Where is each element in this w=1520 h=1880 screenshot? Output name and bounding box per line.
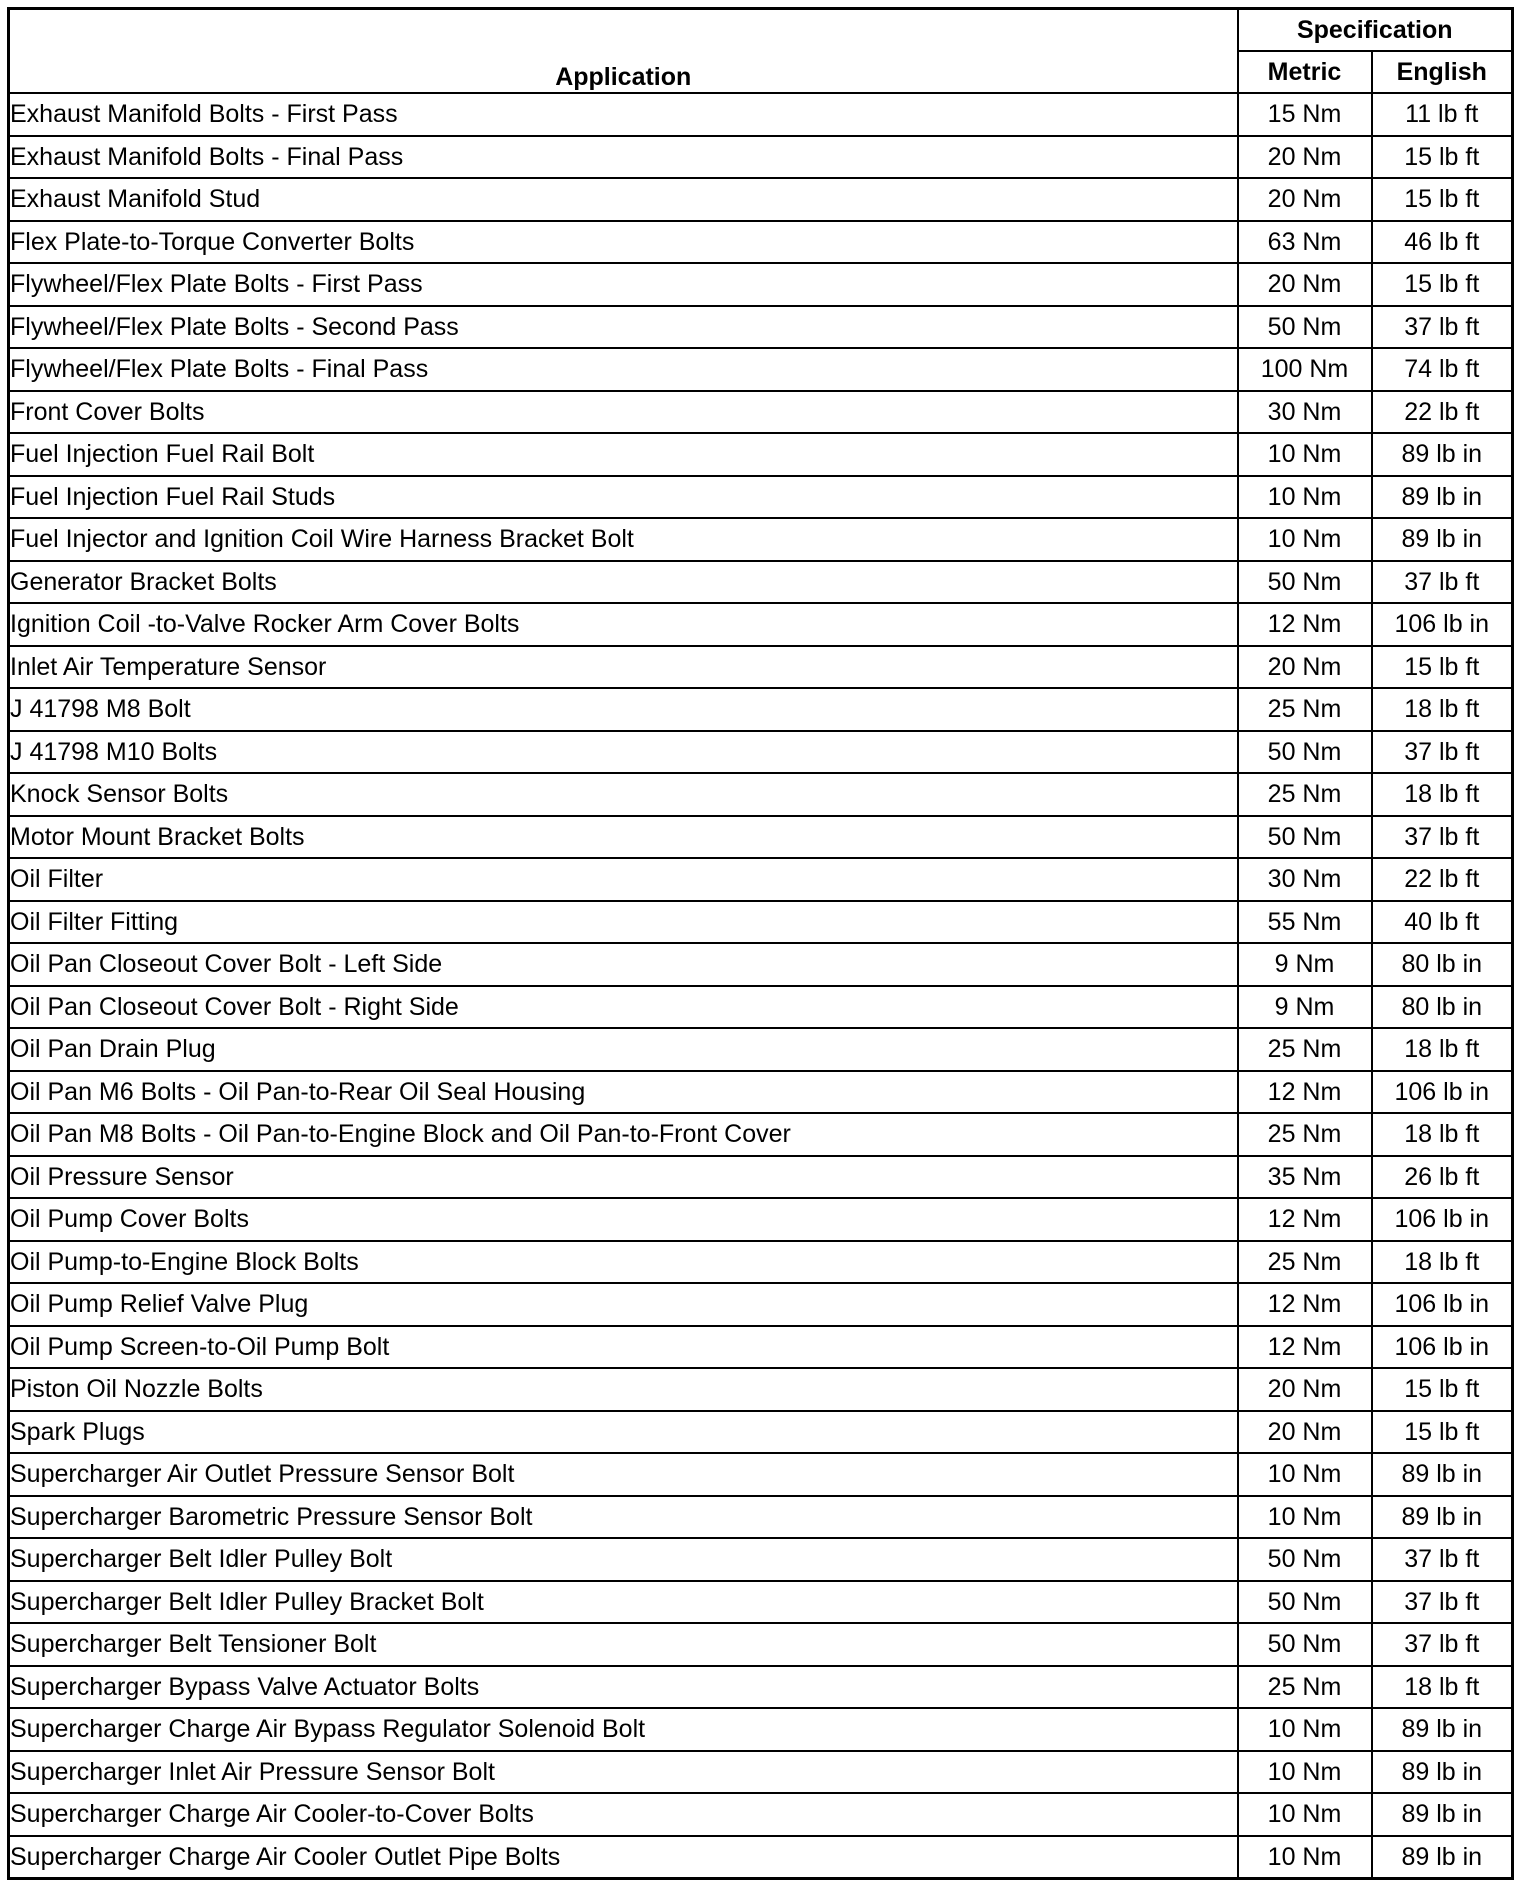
- application-cell: J 41798 M10 Bolts: [9, 731, 1238, 774]
- english-cell: 11 lb ft: [1372, 93, 1513, 136]
- metric-cell: 20 Nm: [1238, 646, 1372, 689]
- english-cell: 15 lb ft: [1372, 646, 1513, 689]
- table-row: [9, 1453, 1513, 1496]
- application-cell: Oil Filter: [9, 858, 1238, 901]
- application-cell: Supercharger Belt Idler Pulley Bolt: [9, 1538, 1238, 1581]
- table-row: [9, 1368, 1513, 1411]
- table-row: [9, 1326, 1513, 1369]
- table-row: [9, 178, 1513, 221]
- application-cell: Supercharger Air Outlet Pressure Sensor Bolt: [9, 1453, 1238, 1496]
- application-cell: Oil Pan M6 Bolts - Oil Pan-to-Rear Oil Seal Housing: [9, 1071, 1238, 1114]
- metric-cell: 10 Nm: [1238, 1453, 1372, 1496]
- application-cell: Supercharger Charge Air Cooler-to-Cover Bolts: [9, 1793, 1238, 1836]
- english-cell: 89 lb in: [1372, 1836, 1513, 1879]
- table-row: [9, 688, 1513, 731]
- application-cell: Flywheel/Flex Plate Bolts - First Pass: [9, 263, 1238, 306]
- metric-cell: 10 Nm: [1238, 1793, 1372, 1836]
- application-cell: Exhaust Manifold Bolts - Final Pass: [9, 136, 1238, 179]
- application-cell: Motor Mount Bracket Bolts: [9, 816, 1238, 859]
- metric-cell: 10 Nm: [1238, 1496, 1372, 1539]
- application-cell: Oil Pump Cover Bolts: [9, 1198, 1238, 1241]
- metric-cell: 12 Nm: [1238, 1283, 1372, 1326]
- english-cell: 15 lb ft: [1372, 1411, 1513, 1454]
- english-cell: 89 lb in: [1372, 1453, 1513, 1496]
- table-row: [9, 263, 1513, 306]
- application-column-header: Application: [9, 9, 1238, 94]
- table-header: [9, 9, 1513, 94]
- english-cell: 15 lb ft: [1372, 1368, 1513, 1411]
- application-cell: Oil Pan Closeout Cover Bolt - Left Side: [9, 943, 1238, 986]
- table-row: [9, 1538, 1513, 1581]
- metric-cell: 10 Nm: [1238, 1708, 1372, 1751]
- application-cell: Supercharger Charge Air Bypass Regulator Solenoid Bolt: [9, 1708, 1238, 1751]
- table-row: [9, 1751, 1513, 1794]
- table-row: [9, 1836, 1513, 1879]
- table-row: [9, 1283, 1513, 1326]
- table-row: [9, 1496, 1513, 1539]
- application-cell: Supercharger Belt Tensioner Bolt: [9, 1623, 1238, 1666]
- metric-cell: 9 Nm: [1238, 943, 1372, 986]
- english-cell: 89 lb in: [1372, 1751, 1513, 1794]
- metric-cell: 50 Nm: [1238, 1581, 1372, 1624]
- english-cell: 106 lb in: [1372, 1198, 1513, 1241]
- metric-cell: 15 Nm: [1238, 93, 1372, 136]
- application-cell: Oil Pan M8 Bolts - Oil Pan-to-Engine Block and Oil Pan-to-Front Cover: [9, 1113, 1238, 1156]
- table-row: [9, 943, 1513, 986]
- application-cell: Oil Pan Drain Plug: [9, 1028, 1238, 1071]
- application-cell: Exhaust Manifold Stud: [9, 178, 1238, 221]
- application-cell: Piston Oil Nozzle Bolts: [9, 1368, 1238, 1411]
- metric-cell: 50 Nm: [1238, 816, 1372, 859]
- metric-cell: 35 Nm: [1238, 1156, 1372, 1199]
- metric-cell: 10 Nm: [1238, 433, 1372, 476]
- table-row: [9, 433, 1513, 476]
- table-row: [9, 1623, 1513, 1666]
- table-row: [9, 1708, 1513, 1751]
- english-cell: 18 lb ft: [1372, 1666, 1513, 1709]
- english-cell: 37 lb ft: [1372, 1581, 1513, 1624]
- table-row: [9, 1241, 1513, 1284]
- english-cell: 22 lb ft: [1372, 391, 1513, 434]
- table-row: [9, 518, 1513, 561]
- metric-cell: 20 Nm: [1238, 263, 1372, 306]
- english-cell: 106 lb in: [1372, 1071, 1513, 1114]
- application-cell: Oil Pump Screen-to-Oil Pump Bolt: [9, 1326, 1238, 1369]
- application-cell: Supercharger Charge Air Cooler Outlet Pipe Bolts: [9, 1836, 1238, 1879]
- table-row: [9, 93, 1513, 136]
- english-cell: 80 lb in: [1372, 943, 1513, 986]
- english-cell: 106 lb in: [1372, 1326, 1513, 1369]
- metric-cell: 30 Nm: [1238, 391, 1372, 434]
- metric-cell: 20 Nm: [1238, 178, 1372, 221]
- english-cell: 37 lb ft: [1372, 1623, 1513, 1666]
- english-cell: 89 lb in: [1372, 1496, 1513, 1539]
- application-cell: Oil Pump-to-Engine Block Bolts: [9, 1241, 1238, 1284]
- metric-cell: 20 Nm: [1238, 1368, 1372, 1411]
- application-cell: Oil Pan Closeout Cover Bolt - Right Side: [9, 986, 1238, 1029]
- application-cell: Oil Pressure Sensor: [9, 1156, 1238, 1199]
- metric-cell: 100 Nm: [1238, 348, 1372, 391]
- english-cell: 15 lb ft: [1372, 178, 1513, 221]
- english-cell: 26 lb ft: [1372, 1156, 1513, 1199]
- table-row: [9, 816, 1513, 859]
- application-cell: Fuel Injection Fuel Rail Bolt: [9, 433, 1238, 476]
- metric-cell: 63 Nm: [1238, 221, 1372, 264]
- english-cell: 18 lb ft: [1372, 1241, 1513, 1284]
- english-cell: 18 lb ft: [1372, 688, 1513, 731]
- english-cell: 18 lb ft: [1372, 1028, 1513, 1071]
- application-cell: J 41798 M8 Bolt: [9, 688, 1238, 731]
- application-cell: Flywheel/Flex Plate Bolts - Second Pass: [9, 306, 1238, 349]
- table-row: [9, 348, 1513, 391]
- table-row: [9, 858, 1513, 901]
- english-cell: 37 lb ft: [1372, 731, 1513, 774]
- table-row: [9, 1071, 1513, 1114]
- metric-cell: 25 Nm: [1238, 688, 1372, 731]
- metric-cell: 25 Nm: [1238, 1241, 1372, 1284]
- table-row: [9, 561, 1513, 604]
- table-row: [9, 1793, 1513, 1836]
- metric-cell: 20 Nm: [1238, 1411, 1372, 1454]
- metric-cell: 10 Nm: [1238, 518, 1372, 561]
- application-cell: Generator Bracket Bolts: [9, 561, 1238, 604]
- english-cell: 37 lb ft: [1372, 1538, 1513, 1581]
- application-cell: Front Cover Bolts: [9, 391, 1238, 434]
- english-cell: 37 lb ft: [1372, 561, 1513, 604]
- english-cell: 15 lb ft: [1372, 136, 1513, 179]
- application-cell: Spark Plugs: [9, 1411, 1238, 1454]
- english-cell: 106 lb in: [1372, 1283, 1513, 1326]
- metric-cell: 20 Nm: [1238, 136, 1372, 179]
- table-row: [9, 1113, 1513, 1156]
- application-cell: Fuel Injection Fuel Rail Studs: [9, 476, 1238, 519]
- table-row: [9, 306, 1513, 349]
- application-cell: Inlet Air Temperature Sensor: [9, 646, 1238, 689]
- english-cell: 74 lb ft: [1372, 348, 1513, 391]
- table-row: [9, 476, 1513, 519]
- metric-cell: 10 Nm: [1238, 1751, 1372, 1794]
- english-cell: 37 lb ft: [1372, 816, 1513, 859]
- table-row: [9, 1581, 1513, 1624]
- metric-cell: 12 Nm: [1238, 603, 1372, 646]
- metric-cell: 25 Nm: [1238, 1028, 1372, 1071]
- english-cell: 89 lb in: [1372, 476, 1513, 519]
- english-cell: 106 lb in: [1372, 603, 1513, 646]
- table-row: [9, 603, 1513, 646]
- metric-cell: 50 Nm: [1238, 1538, 1372, 1581]
- application-cell: Flex Plate-to-Torque Converter Bolts: [9, 221, 1238, 264]
- table-row: [9, 1198, 1513, 1241]
- application-cell: Supercharger Bypass Valve Actuator Bolts: [9, 1666, 1238, 1709]
- metric-cell: 12 Nm: [1238, 1326, 1372, 1369]
- english-cell: 37 lb ft: [1372, 306, 1513, 349]
- application-cell: Ignition Coil -to-Valve Rocker Arm Cover Bolts: [9, 603, 1238, 646]
- table-row: [9, 1411, 1513, 1454]
- english-cell: 89 lb in: [1372, 1793, 1513, 1836]
- metric-cell: 30 Nm: [1238, 858, 1372, 901]
- english-cell: 80 lb in: [1372, 986, 1513, 1029]
- application-cell: Supercharger Barometric Pressure Sensor Bolt: [9, 1496, 1238, 1539]
- english-cell: 89 lb in: [1372, 518, 1513, 561]
- metric-cell: 12 Nm: [1238, 1071, 1372, 1114]
- metric-cell: 25 Nm: [1238, 1113, 1372, 1156]
- table-row: [9, 773, 1513, 816]
- metric-cell: 12 Nm: [1238, 1198, 1372, 1241]
- english-cell: 18 lb ft: [1372, 1113, 1513, 1156]
- table-row: [9, 1666, 1513, 1709]
- english-cell: 89 lb in: [1372, 1708, 1513, 1751]
- table-row: [9, 646, 1513, 689]
- metric-cell: 25 Nm: [1238, 1666, 1372, 1709]
- metric-cell: 50 Nm: [1238, 306, 1372, 349]
- specification-column-header: Specification: [1238, 9, 1513, 52]
- metric-cell: 10 Nm: [1238, 476, 1372, 519]
- fastener-specification-table: [7, 7, 1514, 1880]
- application-cell: Flywheel/Flex Plate Bolts - Final Pass: [9, 348, 1238, 391]
- metric-cell: 55 Nm: [1238, 901, 1372, 944]
- application-cell: Exhaust Manifold Bolts - First Pass: [9, 93, 1238, 136]
- english-cell: 40 lb ft: [1372, 901, 1513, 944]
- metric-cell: 50 Nm: [1238, 1623, 1372, 1666]
- metric-column-header: Metric: [1238, 51, 1372, 93]
- table-row: [9, 1156, 1513, 1199]
- metric-cell: 25 Nm: [1238, 773, 1372, 816]
- table-row: [9, 136, 1513, 179]
- table-row: [9, 1028, 1513, 1071]
- application-cell: Knock Sensor Bolts: [9, 773, 1238, 816]
- application-cell: Supercharger Belt Idler Pulley Bracket Bolt: [9, 1581, 1238, 1624]
- table-row: [9, 731, 1513, 774]
- table-row: [9, 901, 1513, 944]
- english-cell: 22 lb ft: [1372, 858, 1513, 901]
- metric-cell: 10 Nm: [1238, 1836, 1372, 1879]
- english-cell: 18 lb ft: [1372, 773, 1513, 816]
- table-body: [9, 93, 1513, 1879]
- application-cell: Oil Filter Fitting: [9, 901, 1238, 944]
- application-cell: Supercharger Inlet Air Pressure Sensor Bolt: [9, 1751, 1238, 1794]
- table-row: [9, 986, 1513, 1029]
- english-column-header: English: [1372, 51, 1513, 93]
- metric-cell: 9 Nm: [1238, 986, 1372, 1029]
- english-cell: 15 lb ft: [1372, 263, 1513, 306]
- table-row: [9, 391, 1513, 434]
- metric-cell: 50 Nm: [1238, 731, 1372, 774]
- application-cell: Oil Pump Relief Valve Plug: [9, 1283, 1238, 1326]
- english-cell: 46 lb ft: [1372, 221, 1513, 264]
- table-row: [9, 221, 1513, 264]
- english-cell: 89 lb in: [1372, 433, 1513, 476]
- application-cell: Fuel Injector and Ignition Coil Wire Harness Bracket Bolt: [9, 518, 1238, 561]
- metric-cell: 50 Nm: [1238, 561, 1372, 604]
